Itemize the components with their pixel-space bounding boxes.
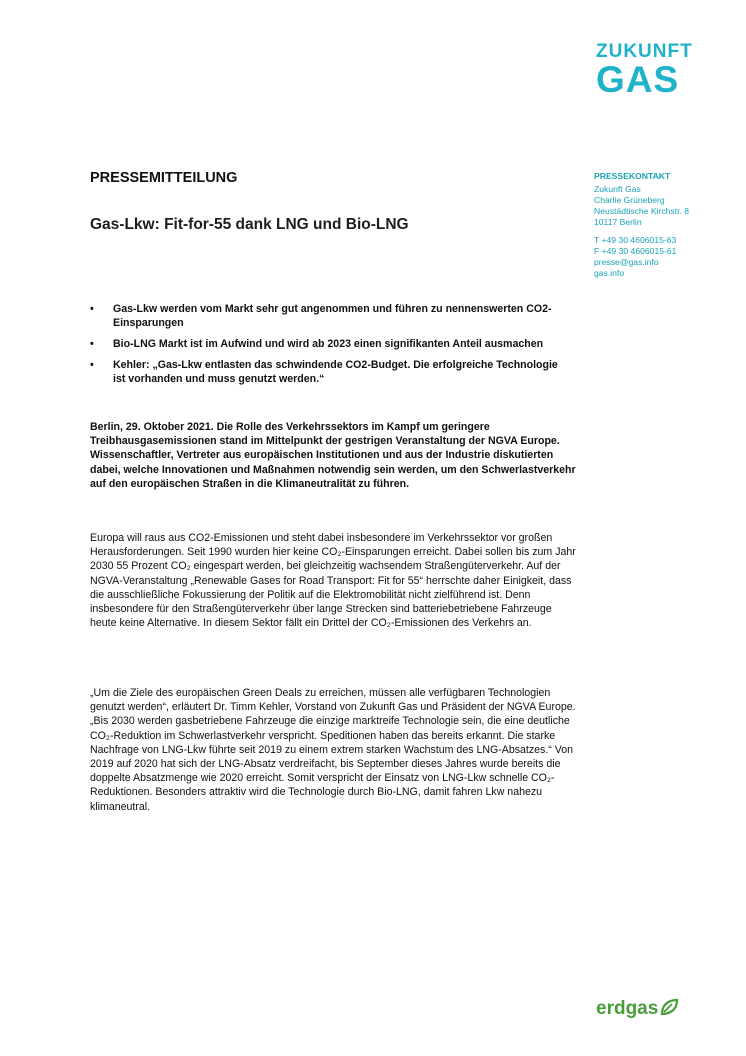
body-paragraph-2: „Um die Ziele des europäischen Green Deals zu erreichen, müssen alle verfügbaren Technologien genutzt werden“, erläutert Dr. Timm Kehler, Vorstand von Zukunft Gas und Präsident der NGVA Europe. „Bis 2030 werden gasbetriebene Fahrzeuge die einzige marktreife Technologie sein, die eine deutliche CO₂-Reduktion im Schwerlastverkehr verspricht. Speditionen haben das bereits erkannt. Die starke Nachfrage von LNG-Lkw führte seit 2019 zu einem extrem starken Wachstum des LNG-Absatzes.“ Von 2019 auf 2020 hat sich der LNG-Absatz verdreifacht, bis September dieses Jahres wurde bereits die doppelte Absatzmenge wie 2020 erreicht. Somit verspricht der Einsatz von LNG-Lkw schnelle CO₂-Reduktionen. Besonders attraktiv wird die Technologie durch Bio-LNG, damit fahren Lkw nahezu klimaneutral.	[90, 687, 576, 813]
contact-email-link[interactable]: presse@gas.info	[594, 257, 659, 267]
contact-city: 10117 Berlin	[594, 217, 642, 227]
list-item-text: Kehler: „Gas-Lkw entlasten das schwindende CO2-Budget. Die erfolgreiche Technologie ist vorhanden und muss genutzt werden.“	[113, 359, 558, 385]
list-item	[90, 302, 560, 330]
list-item-text: Bio-LNG Markt ist im Aufwind und wird ab 2023 einen signifikanten Anteil ausmachen	[113, 338, 544, 350]
press-contact	[594, 171, 734, 279]
contact-name: Charlie Grüneberg	[594, 195, 665, 205]
press-contact-heading: PRESSEKONTAKT	[594, 171, 671, 181]
contact-org: Zukunft Gas	[594, 184, 641, 194]
erdgas-logo	[596, 997, 679, 1020]
list-item-text: Gas-Lkw werden vom Markt sehr gut angenommen und führen zu nennenswerten CO2-Einsparungen	[113, 303, 552, 329]
contact-fax: F +49 30 4606015-61	[594, 246, 677, 256]
lead-paragraph: Berlin, 29. Oktober 2021. Die Rolle des Verkehrssektors im Kampf um geringere Treibhausgasemissionen stand im Mittelpunkt der gestrigen Veranstaltung der NGVA Europe. Wissenschaftler, Vertreter aus europäischen Institutionen und aus der Industrie diskutierten dabei, welche Innovationen und Maßnahmen notwendig sein werden, um den Schwerlastverkehr auf den europäischen Straßen in die Klimaneutralität zu führen.	[90, 421, 576, 490]
zukunft-gas-logo	[596, 42, 706, 99]
contact-web-link[interactable]: gas.info	[594, 268, 625, 278]
key-points-list	[90, 302, 560, 393]
logo-line-zukunft: ZUKUNFT	[596, 41, 693, 62]
list-item	[90, 358, 560, 386]
page-title: PRESSEMITTEILUNG	[90, 170, 238, 186]
contact-street: Neustädtische Kirchstr. 8	[594, 206, 690, 216]
erdgas-logo-text: erdgas	[596, 998, 659, 1019]
list-item	[90, 337, 560, 351]
bullet-marker: •	[90, 303, 94, 315]
bullet-marker: •	[90, 359, 94, 371]
body-paragraph-1: Europa will raus aus CO2-Emissionen und steht dabei insbesondere im Verkehrssektor vor großen Herausforderungen. Seit 1990 wurden hier keine CO₂-Einsparungen erreicht. Dabei sollen bis zum Jahr 2030 55 Prozent CO₂ eingespart werden, bei gleichzeitig wachsendem Straßengüterverkehr. Auf der NGVA-Veranstaltung „Renewable Gases for Road Transport: Fit for 55“ herrschte daher Einigkeit, dass die ausschließliche Fokussierung der Politik auf die Elektromobilität nicht zielführend ist. Denn insbesondere für den Straßengüterverkehr über lange Strecken sind batteriebetriebene Fahrzeuge heute keine Alternative. In diesem Sektor fällt ein Drittel der CO₂-Emissionen des Verkehrs an.	[90, 532, 576, 630]
bullet-marker: •	[90, 338, 94, 350]
contact-phone: T +49 30 4606015-63	[594, 235, 677, 245]
press-release-headline: Gas-Lkw: Fit-for-55 dank LNG und Bio-LNG	[90, 216, 409, 233]
leaf-icon	[658, 998, 679, 1019]
logo-line-gas: GAS	[596, 59, 680, 100]
